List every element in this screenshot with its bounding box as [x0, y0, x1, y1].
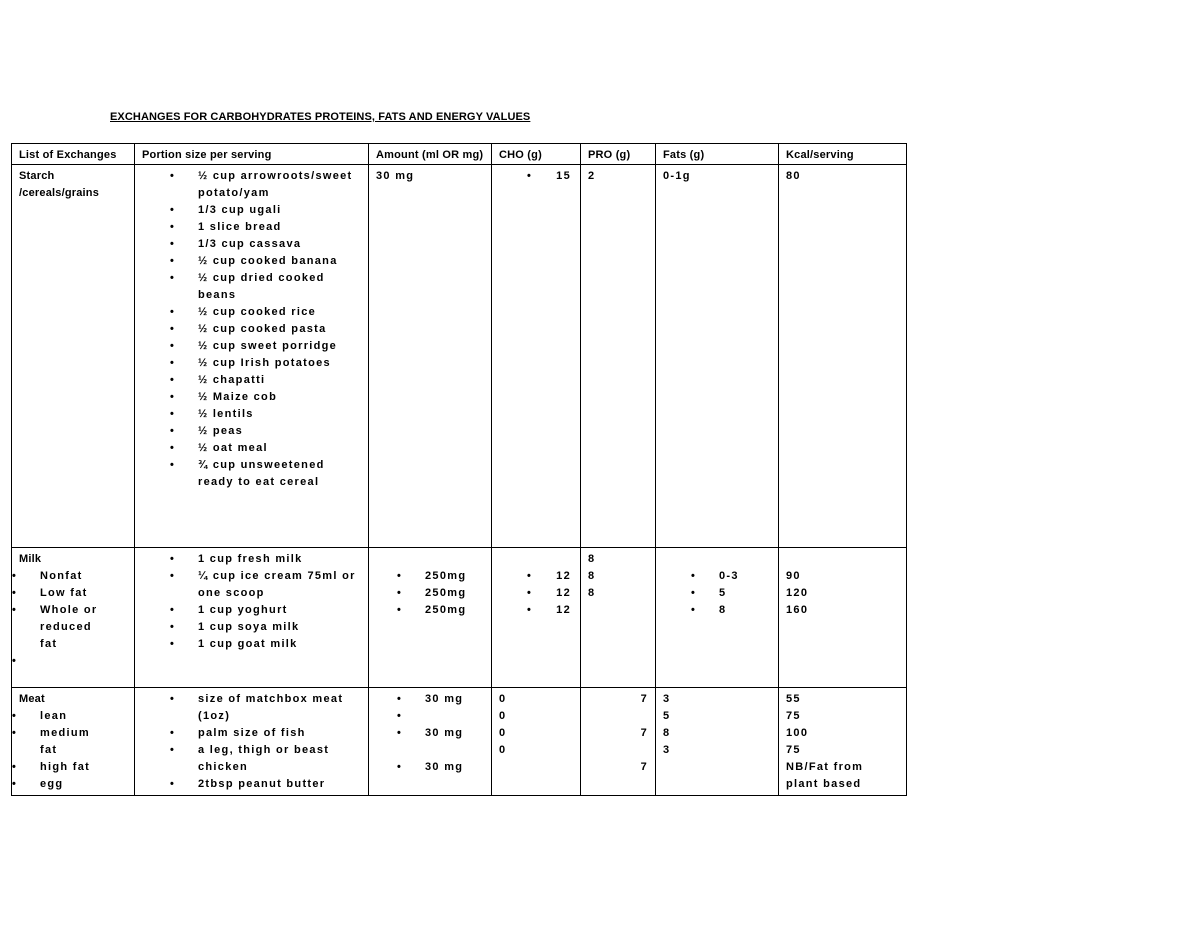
- fat-value: • 8: [663, 602, 771, 619]
- header-amount: Amount (ml OR mg): [369, 144, 492, 165]
- list-item: • ½ peas: [142, 423, 361, 440]
- cho-value: 0: [499, 710, 507, 722]
- list-item: • size of matchbox meat (1oz): [142, 691, 361, 725]
- list-item: • ¾ cup unsweetened ready to eat cereal: [142, 457, 361, 491]
- header-fats: Fats (g): [656, 144, 779, 165]
- list-item: • 1 cup yoghurt: [142, 602, 361, 619]
- header-portion: Portion size per serving: [135, 144, 369, 165]
- pro-starch: 2: [581, 165, 656, 548]
- cho-value: 0: [499, 693, 507, 705]
- list-item: • 2tbsp peanut butter: [142, 776, 361, 793]
- list-item: • egg: [0, 776, 104, 793]
- list-item: • ½ chapatti: [142, 372, 361, 389]
- pro-value: 7: [640, 727, 648, 739]
- header-kcal: Kcal/serving: [779, 144, 907, 165]
- cho-value: • 12: [499, 568, 573, 585]
- kcal-value: 100: [786, 727, 809, 739]
- header-row: [12, 144, 907, 165]
- portion-cell-starch: [135, 165, 369, 548]
- kcal-value: 75: [786, 710, 801, 722]
- category-label: Milk: [19, 553, 42, 565]
- list-item: • ½ cup Irish potatoes: [142, 355, 361, 372]
- kcal-cell-meat: [779, 688, 907, 796]
- list-item: • high fat: [0, 759, 104, 776]
- fat-value: 5: [663, 710, 671, 722]
- category-starch: Starch /cereals/grains: [12, 165, 135, 548]
- cho-cell-meat: [492, 688, 581, 796]
- list-item: • ½ lentils: [142, 406, 361, 423]
- amount-cell-meat: [369, 688, 492, 796]
- list-item: • 1/3 cup cassava: [142, 236, 361, 253]
- kcal-value: 120: [786, 587, 809, 599]
- fats-starch: 0-1g: [656, 165, 779, 548]
- pro-value: 8: [588, 587, 596, 599]
- fat-value: 3: [663, 693, 671, 705]
- fat-value: • 0-3: [663, 568, 771, 585]
- list-item: • Whole or reduced fat: [0, 602, 104, 653]
- list-item: [0, 653, 104, 670]
- list-item: • ½ oat meal: [142, 440, 361, 457]
- cho-cell-milk: [492, 548, 581, 688]
- list-item: • 250mg: [369, 568, 484, 585]
- pro-cell-milk: [581, 548, 656, 688]
- list-item: • ½ cup cooked banana: [142, 253, 361, 270]
- list-item: • 30 mg: [369, 759, 484, 776]
- list-item: • 250mg: [369, 602, 484, 619]
- pro-value: 7: [640, 761, 648, 773]
- list-item: • 1 cup fresh milk: [142, 551, 361, 568]
- list-item: • 30 mg: [369, 725, 484, 742]
- pro-cell-meat: [581, 688, 656, 796]
- header-cho: CHO (g): [492, 144, 581, 165]
- table-row-starch: [12, 165, 907, 548]
- list-item: • 250mg: [369, 585, 484, 602]
- list-item: • 1/3 cup ugali: [142, 202, 361, 219]
- list-item: • 1 cup goat milk: [142, 636, 361, 653]
- list-item: [369, 708, 484, 725]
- list-item: • ½ cup sweet porridge: [142, 338, 361, 355]
- list-item: • 1 cup soya milk: [142, 619, 361, 636]
- list-item: • medium fat: [0, 725, 104, 759]
- list-item: • ½ Maize cob: [142, 389, 361, 406]
- list-item: • ½ cup cooked pasta: [142, 321, 361, 338]
- fats-cell-meat: [656, 688, 779, 796]
- amount-cell-milk: [369, 548, 492, 688]
- pro-value: 7: [640, 693, 648, 705]
- portion-cell-milk: [135, 548, 369, 688]
- list-item: • Low fat: [0, 585, 104, 602]
- list-item: • 1 slice bread: [142, 219, 361, 236]
- cho-cell-starch: [492, 165, 581, 548]
- kcal-note: NB/Fat from plant based: [786, 761, 864, 790]
- header-pro: PRO (g): [581, 144, 656, 165]
- cho-value: 0: [499, 744, 507, 756]
- cho-value: • 12: [499, 602, 573, 619]
- kcal-value: 75: [786, 744, 801, 756]
- category-label: Meat: [19, 693, 45, 705]
- exchange-table: [11, 143, 907, 796]
- table-row-milk: [12, 548, 907, 688]
- fats-cell-milk: [656, 548, 779, 688]
- table-row-meat: [12, 688, 907, 796]
- fat-value: 3: [663, 744, 671, 756]
- cho-value: 0: [499, 727, 507, 739]
- fat-value: • 5: [663, 585, 771, 602]
- pro-value: 8: [588, 553, 596, 565]
- pro-value: 8: [588, 570, 596, 582]
- category-milk: [12, 548, 135, 688]
- portion-cell-meat: [135, 688, 369, 796]
- list-item: • ½ cup dried cooked beans: [142, 270, 361, 304]
- fat-value: 8: [663, 727, 671, 739]
- kcal-value: 160: [786, 604, 809, 616]
- cho-value: • 15: [499, 168, 573, 185]
- cho-value: • 12: [499, 585, 573, 602]
- list-item: • Nonfat: [0, 568, 104, 585]
- amount-starch: 30 mg: [369, 165, 492, 548]
- kcal-value: 55: [786, 693, 801, 705]
- kcal-cell-milk: [779, 548, 907, 688]
- list-item: • ½ cup arrowroots/sweet potato/yam: [142, 168, 361, 202]
- page-title: EXCHANGES FOR CARBOHYDRATES PROTEINS, FATS AND ENERGY VALUES: [110, 111, 531, 123]
- list-item: • 30 mg: [369, 691, 484, 708]
- list-item: • ¼ cup ice cream 75ml or one scoop: [142, 568, 361, 602]
- list-item: • a leg, thigh or beast chicken: [142, 742, 361, 776]
- list-item: • palm size of fish: [142, 725, 361, 742]
- kcal-starch: 80: [779, 165, 907, 548]
- list-item: • ½ cup cooked rice: [142, 304, 361, 321]
- header-list: List of Exchanges: [12, 144, 135, 165]
- list-item: • lean: [0, 708, 104, 725]
- category-meat: [12, 688, 135, 796]
- kcal-value: 90: [786, 570, 801, 582]
